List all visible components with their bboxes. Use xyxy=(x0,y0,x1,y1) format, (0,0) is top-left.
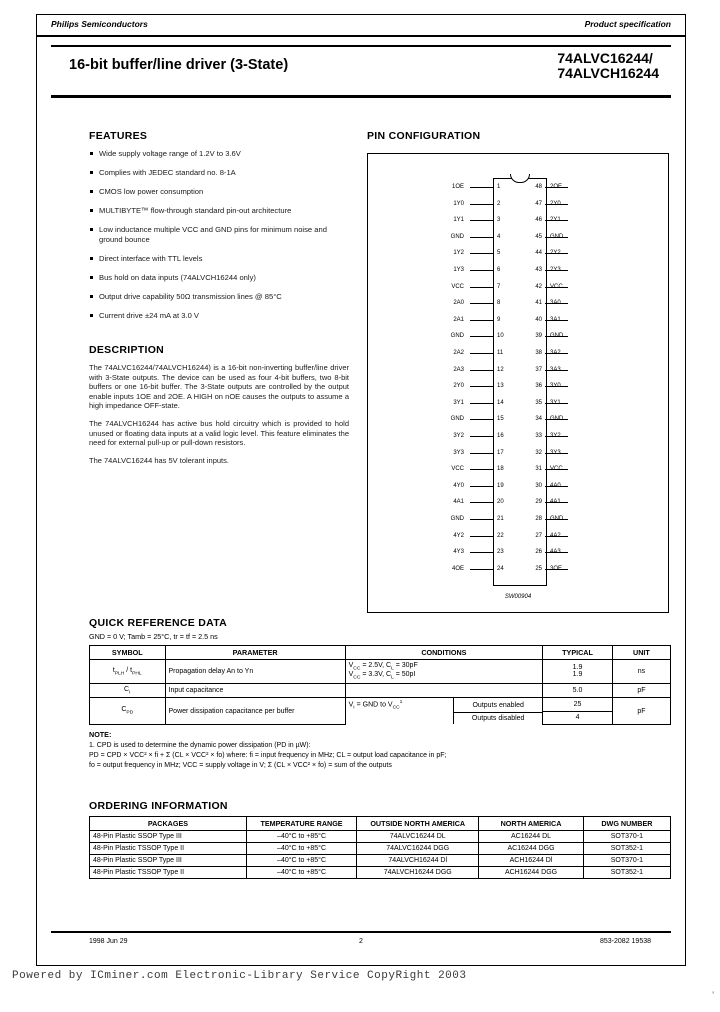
title-block xyxy=(51,45,671,97)
pin-number-right: 48 xyxy=(535,184,542,190)
title-rule-top xyxy=(51,45,671,47)
pin-name-right: GND xyxy=(550,233,564,240)
pin-number-right: 47 xyxy=(535,200,542,207)
pin-name-left: GND xyxy=(450,233,464,240)
corner-mark: ' xyxy=(712,990,714,1000)
table-cell: SOT370-1 xyxy=(583,831,670,843)
pin-lead-left-icon xyxy=(470,536,493,537)
pin-number-left: 6 xyxy=(497,267,501,273)
col-symbol: SYMBOL xyxy=(90,646,166,660)
pin-name-right: 2Y3 xyxy=(550,267,561,273)
pin-name-left: GND xyxy=(450,516,464,522)
table-cell: 74ALVCH16244 DGG xyxy=(357,867,479,879)
col-dwg-number: DWG NUMBER xyxy=(583,817,670,831)
pin-number-left: 11 xyxy=(497,350,504,356)
pin-name-left: 3Y1 xyxy=(453,399,464,406)
pin-name-left: 2A1 xyxy=(453,316,464,323)
features-list xyxy=(89,149,349,321)
table-cell: ACH16244 DGG xyxy=(479,867,584,879)
pin-row xyxy=(398,346,638,362)
part-number-2: 74ALVCH16244 xyxy=(557,65,659,81)
title-rule-bottom xyxy=(51,95,671,98)
pin-lead-left-icon xyxy=(470,436,493,437)
part-numbers xyxy=(557,51,659,81)
table-note xyxy=(89,730,671,770)
pin-number-left: 14 xyxy=(497,399,504,406)
pin-row xyxy=(398,280,638,296)
pin-number-right: 40 xyxy=(535,316,542,323)
description-paragraph: The 74ALVC16244 has 5V tolerant inputs. xyxy=(89,455,229,465)
pin-number-left: 2 xyxy=(497,200,501,207)
ordering-information-section xyxy=(89,800,671,879)
list-item: CMOS low power consumption xyxy=(89,187,349,197)
pin-name-left: 4Y3 xyxy=(453,549,464,556)
quick-reference-conditions: GND = 0 V; Tamb = 25°C, tr = tf = 2.5 ns xyxy=(89,632,218,641)
pin-name-right: 3Y0 xyxy=(550,383,561,390)
pin-name-right: 2Y2 xyxy=(550,250,561,257)
table-cell: SOT352-1 xyxy=(583,843,670,855)
pin-name-right: 3Y3 xyxy=(550,449,561,456)
note-line: 1. CPD is used to determine the dynamic power dissipation (PD in µW): xyxy=(89,741,311,749)
pin-lead-left-icon xyxy=(470,453,493,454)
pin-row xyxy=(398,545,638,561)
pin-number-left: 20 xyxy=(497,499,504,506)
cell-symbol: $C_{PD}$ xyxy=(90,698,166,725)
col-unit: UNIT xyxy=(612,646,670,660)
pin-number-left: 19 xyxy=(497,482,504,489)
cell-typical: 1.9 1.9 xyxy=(543,660,613,684)
cell-outputs-disabled: Outputs disabled xyxy=(454,713,542,725)
pin-name-left: 2Y0 xyxy=(453,383,464,390)
table-cell: 74ALVC16244 DL xyxy=(357,831,479,843)
pin-number-left: 7 xyxy=(497,283,501,290)
cell-symbol: $C_I$ xyxy=(90,683,166,697)
watermark: Powered by ICminer.com Electronic-Library Service CopyRight 2003 xyxy=(12,970,467,982)
pin-row xyxy=(398,446,638,462)
pin-name-left: 2A2 xyxy=(453,350,464,356)
pin-lead-left-icon xyxy=(470,569,493,570)
pin-name-left: 1Y1 xyxy=(453,217,464,224)
cell-conditions xyxy=(345,683,543,697)
package-code: SW00904 xyxy=(504,594,532,600)
pin-name-right: GND xyxy=(550,416,564,423)
cell-parameter: Power dissipation capacitance per buffer xyxy=(165,698,345,725)
pin-name-left: GND xyxy=(450,416,464,423)
pin-name-right: 4A1 xyxy=(550,499,561,506)
table-cell: ACH16244 Dl xyxy=(479,855,584,867)
pin-number-left: 24 xyxy=(497,565,504,572)
pin-row xyxy=(398,329,638,345)
quick-reference-section xyxy=(89,617,671,771)
description-paragraph: The 74ALVC16244/74ALVCH16244) is a 16-bit non-inverting buffer/line driver with 3-State outputs. The device can be used as four 4-bit buffers, two 8-bit buffers or one 16-bit buffer. The 3-State outputs are controlled by the output enable inputs 1OE and 2OE. A HIGH on nOE causes the outputs to assume a high impedance OFF-state. xyxy=(89,363,349,411)
pin-row xyxy=(398,263,638,279)
document-type: Product specification xyxy=(584,19,671,29)
pin-row xyxy=(398,429,638,445)
pin-number-right: 26 xyxy=(535,549,542,556)
col-north-america: NORTH AMERICA xyxy=(479,817,584,831)
pin-name-right: 3A0 xyxy=(550,300,561,307)
pin-number-right: 39 xyxy=(535,333,542,340)
table-cell: 74ALVCH16244 Dl xyxy=(357,855,479,867)
pin-number-left: 10 xyxy=(497,333,504,340)
pin-lead-left-icon xyxy=(470,552,493,553)
pin-row xyxy=(398,396,638,412)
table-cell: AC16244 DGG xyxy=(479,843,584,855)
description-body xyxy=(89,363,349,465)
quick-reference-table xyxy=(89,645,671,725)
pin-name-left: 4Y0 xyxy=(453,482,464,489)
pin-row xyxy=(398,246,638,262)
pin-lead-left-icon xyxy=(470,253,493,254)
features-heading: FEATURES xyxy=(89,130,148,142)
pin-number-right: 45 xyxy=(535,233,542,240)
pin-name-left: 2A3 xyxy=(453,366,464,373)
table-row xyxy=(90,855,671,867)
pin-number-right: 30 xyxy=(535,482,542,489)
pin-row xyxy=(398,379,638,395)
col-typical: TYPICAL xyxy=(543,646,613,660)
pin-number-right: 43 xyxy=(535,267,542,273)
pin-lead-left-icon xyxy=(470,270,493,271)
ordering-information-heading: ORDERING INFORMATION xyxy=(89,800,228,812)
pin-number-left: 13 xyxy=(497,383,504,390)
footer-page-number: 2 xyxy=(359,938,363,945)
pin-number-right: 35 xyxy=(535,399,542,406)
pin-name-right: VCC xyxy=(550,466,563,473)
pin-number-left: 16 xyxy=(497,433,504,439)
pin-lead-left-icon xyxy=(470,336,493,337)
pin-name-left: 4Y2 xyxy=(453,532,464,539)
cell-outputs-enabled: Outputs enabled xyxy=(454,698,542,713)
symbol-tplh-tphl: $t_{PLH} / t_{PHL}$ xyxy=(112,666,142,677)
pin-name-right: GND xyxy=(550,516,564,522)
pin-number-left: 9 xyxy=(497,316,501,323)
table-row xyxy=(90,660,671,684)
pin-name-left: VCC xyxy=(451,466,464,473)
pin-number-left: 3 xyxy=(497,217,501,224)
pin-row xyxy=(398,562,638,578)
pin-number-left: 15 xyxy=(497,416,504,423)
table-row xyxy=(90,867,671,879)
pin-number-left: 12 xyxy=(497,366,504,373)
cell-symbol xyxy=(90,660,166,684)
pin-row xyxy=(398,296,638,312)
pin-name-right: 4A0 xyxy=(550,482,561,489)
cell-unit: pF xyxy=(612,698,670,725)
pin-number-right: 27 xyxy=(535,532,542,539)
pin-name-right: 4A2 xyxy=(550,532,561,539)
pin-number-left: 22 xyxy=(497,532,504,539)
pin-diagram-wrapper xyxy=(398,172,638,600)
table-cell: –40°C to +85°C xyxy=(246,843,356,855)
pin-lead-left-icon xyxy=(470,502,493,503)
table-row xyxy=(90,683,671,697)
pin-row xyxy=(398,462,638,478)
list-item: Complies with JEDEC standard no. 8-1A xyxy=(89,168,349,178)
pin-lead-left-icon xyxy=(470,187,493,188)
list-item: Current drive ±24 mA at 3.0 V xyxy=(89,311,349,321)
pin-row xyxy=(398,512,638,528)
note-line: PD = CPD × VCC² × fi + Σ (CL × VCC² × fo) where: fi = input frequency in MHz; CL = output load capacitance in pF; xyxy=(89,751,447,759)
pin-number-right: 38 xyxy=(535,350,542,356)
pin-lead-left-icon xyxy=(470,370,493,371)
pin-name-right: 2OE xyxy=(550,184,563,190)
pin-row xyxy=(398,213,638,229)
pin-configuration-heading: PIN CONFIGURATION xyxy=(367,130,481,142)
right-column xyxy=(367,130,667,149)
pin-lead-left-icon xyxy=(470,486,493,487)
table-cell: 48-Pin Plastic SSOP Type III xyxy=(90,855,247,867)
pin-name-left: 4OE xyxy=(451,565,464,572)
pin-number-left: 8 xyxy=(497,300,501,307)
cell-unit: pF xyxy=(612,683,670,697)
pin-number-left: 5 xyxy=(497,250,501,257)
table-cell: 74ALVC16244 DGG xyxy=(357,843,479,855)
pin-name-right: VCC xyxy=(550,283,563,290)
pin-lead-left-icon xyxy=(470,320,493,321)
pin-lead-left-icon xyxy=(470,403,493,404)
col-packages: PACKAGES xyxy=(90,817,247,831)
pin-number-right: 25 xyxy=(535,565,542,572)
pin-name-right: GND xyxy=(550,333,564,340)
quick-reference-heading: QUICK REFERENCE DATA xyxy=(89,617,228,629)
pin-number-right: 28 xyxy=(535,516,542,522)
table-header-row xyxy=(90,646,671,660)
pin-number-left: 1 xyxy=(497,184,501,190)
table-cell: –40°C to +85°C xyxy=(246,867,356,879)
pin-name-left: 1Y2 xyxy=(453,250,464,257)
pin-row xyxy=(398,495,638,511)
page-header xyxy=(37,15,685,37)
col-parameter: PARAMETER xyxy=(165,646,345,660)
pin-number-left: 18 xyxy=(497,466,504,473)
pin-row xyxy=(398,529,638,545)
pin-number-right: 42 xyxy=(535,283,542,290)
company-name: Philips Semiconductors xyxy=(51,19,148,29)
cell-condition-text: $V_I$ = GND to $V_{CC}^1$ xyxy=(346,698,454,713)
pin-lead-left-icon xyxy=(470,220,493,221)
table-cell: –40°C to +85°C xyxy=(246,831,356,843)
table-cell: 48-Pin Plastic TSSOP Type II xyxy=(90,843,247,855)
pin-number-right: 36 xyxy=(535,383,542,390)
table-cell: SOT370-1 xyxy=(583,855,670,867)
table-cell: 48-Pin Plastic TSSOP Type II xyxy=(90,867,247,879)
pin-lead-left-icon xyxy=(470,303,493,304)
list-item: Direct interface with TTL levels xyxy=(89,254,349,264)
pin-name-right: 3Y1 xyxy=(550,399,561,406)
pin-number-right: 46 xyxy=(535,217,542,224)
table-header-row xyxy=(90,817,671,831)
pin-number-right: 41 xyxy=(535,300,542,307)
page-frame xyxy=(36,14,686,966)
ordering-information-table xyxy=(89,816,671,879)
footer-date: 1998 Jun 29 xyxy=(89,938,128,945)
pin-name-left: 1Y3 xyxy=(453,267,464,273)
pin-number-left: 21 xyxy=(497,516,504,522)
pin-name-left: 3Y3 xyxy=(453,449,464,456)
cell-typical: 5.0 xyxy=(543,683,613,697)
pin-lead-left-icon xyxy=(470,386,493,387)
table-cell: –40°C to +85°C xyxy=(246,855,356,867)
table-row xyxy=(90,698,671,711)
pin-number-right: 32 xyxy=(535,449,542,456)
cell-parameter: Propagation delay An to Yn xyxy=(165,660,345,684)
pin-name-right: 4A3 xyxy=(550,549,561,556)
pin-name-right: 3Y2 xyxy=(550,433,561,439)
cell-conditions: $V_{CC} = 2.5V$, $C_L = 30pF$ $V_{CC} = 3.3V$, $C_L = 50pI$ xyxy=(345,660,543,684)
pin-name-right: 3A3 xyxy=(550,366,561,373)
pin-number-right: 31 xyxy=(535,466,542,473)
pin-name-right: 3A1 xyxy=(550,316,561,323)
page-title: 16-bit buffer/line driver (3-State) xyxy=(69,57,289,73)
pin-lead-left-icon xyxy=(470,204,493,205)
table-cell: AC16244 DL xyxy=(479,831,584,843)
pin-name-left: 1OE xyxy=(451,184,464,190)
pin-number-right: 29 xyxy=(535,499,542,506)
pin-name-left: GND xyxy=(450,333,464,340)
pin-configuration-diagram xyxy=(367,153,669,613)
note-label: NOTE: xyxy=(89,729,112,739)
pin-number-right: 33 xyxy=(535,433,542,439)
pin-name-left: VCC xyxy=(451,283,464,290)
pin-lead-left-icon xyxy=(470,237,493,238)
pin-number-right: 34 xyxy=(535,416,542,423)
pin-name-right: 3A2 xyxy=(550,350,561,356)
pin-name-right: 3OE xyxy=(550,565,563,572)
page-footer xyxy=(51,931,671,951)
part-number-1: 74ALVC16244/ xyxy=(557,50,653,66)
pin-lead-left-icon xyxy=(470,419,493,420)
table-row xyxy=(90,843,671,855)
col-temperature-range: TEMPERATURE RANGE xyxy=(246,817,356,831)
list-item: Bus hold on data inputs (74ALVCH16244 only) xyxy=(89,273,349,283)
pin-lead-left-icon xyxy=(470,469,493,470)
pin-name-right: 2Y0 xyxy=(550,200,561,207)
list-item: Low inductance multiple VCC and GND pins for minimum noise and ground bounce xyxy=(89,225,349,245)
note-line: fo = output frequency in MHz; VCC = supply voltage in V; Σ (CL × VCC² × fo) = sum of the outputs xyxy=(89,761,392,769)
table-cell: 48-Pin Plastic SSOP Type III xyxy=(90,831,247,843)
pin-name-left: 1Y0 xyxy=(453,200,464,207)
pin-row xyxy=(398,363,638,379)
pin-name-left: 4A1 xyxy=(453,499,464,506)
pin-number-right: 37 xyxy=(535,366,542,373)
cell-typical-enabled: 25 xyxy=(543,698,613,711)
table-row xyxy=(90,831,671,843)
pin-row xyxy=(398,180,638,196)
list-item: Output drive capability 50Ω transmission lines @ 85°C xyxy=(89,292,349,302)
col-outside-north-america: OUTSIDE NORTH AMERICA xyxy=(357,817,479,831)
pin-number-left: 17 xyxy=(497,449,504,456)
pin-row xyxy=(398,479,638,495)
pin-lead-left-icon xyxy=(470,519,493,520)
list-item: MULTIBYTE™ flow-through standard pin-out architecture xyxy=(89,206,349,216)
pin-row xyxy=(398,230,638,246)
pin-row xyxy=(398,313,638,329)
pin-number-right: 44 xyxy=(535,250,542,257)
pin-number-left: 23 xyxy=(497,549,504,556)
description-heading: DESCRIPTION xyxy=(89,344,165,356)
table-cell: SOT352-1 xyxy=(583,867,670,879)
cell-conditions-split xyxy=(345,698,543,725)
pin-row xyxy=(398,412,638,428)
pin-lead-left-icon xyxy=(470,353,493,354)
cell-parameter: Input capacitance xyxy=(165,683,345,697)
list-item: Wide supply voltage range of 1.2V to 3.6V xyxy=(89,149,349,159)
col-conditions: CONDITIONS xyxy=(345,646,543,660)
pin-lead-left-icon xyxy=(470,287,493,288)
cell-unit: ns xyxy=(612,660,670,684)
pin-name-left: 3Y2 xyxy=(453,433,464,439)
pin-name-right: 2Y1 xyxy=(550,217,561,224)
cell-typical-disabled: 4 xyxy=(543,711,613,724)
description-paragraph: The 74ALVCH16244 has active bus hold circuitry which is provided to hold unused or floating data inputs at a valid logic level. This feature eliminates the need for external pull-up or pull-down resistors. xyxy=(89,418,349,448)
left-column xyxy=(89,130,349,473)
footer-code: 853-2082 19538 xyxy=(600,938,651,945)
pin-row xyxy=(398,197,638,213)
pin-name-left: 2A0 xyxy=(453,300,464,307)
pin-number-left: 4 xyxy=(497,233,501,240)
